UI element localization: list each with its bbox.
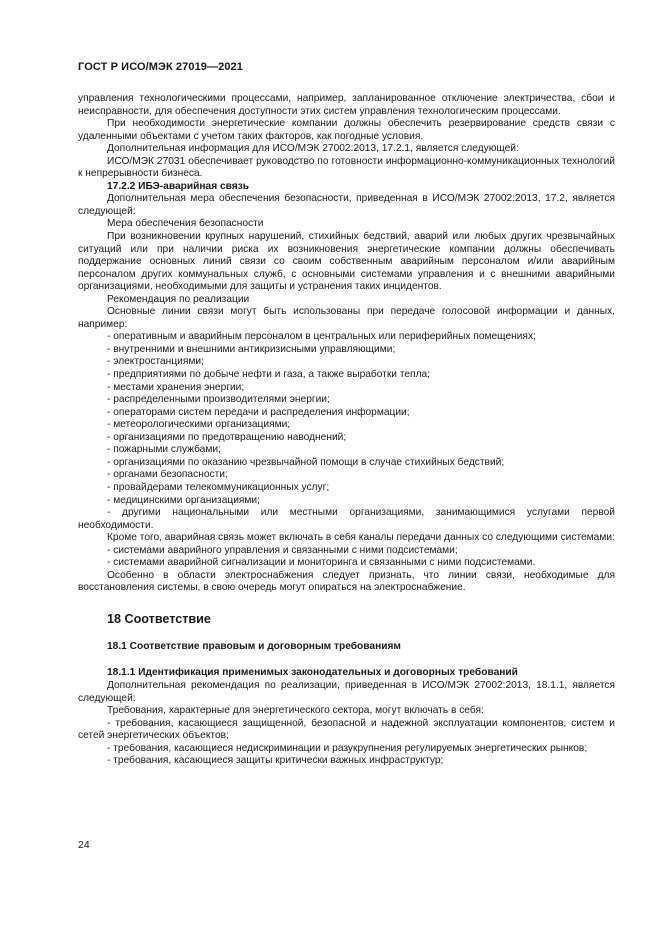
list-item: - местами хранения энергии; xyxy=(107,381,245,393)
list-item: - медицинскими организациями; xyxy=(107,494,260,506)
paragraph: При возникновении крупных нарушений, стихийных бедствий, аварий или любых других чрезвычайных ситуаций или при наличии риска их возникновения энергетические компании должны обеспечивать поддержание основных линий связи со своим собственным аварийным персоналом и/или аварийным персоналом других коммунальных служб, с основными системами управления и с внешними аварийными организациями, необходимыми для защиты и устранения таких инцидентов. xyxy=(78,231,615,293)
list-item: - системами аварийного управления и связанными с ними подсистемами; xyxy=(107,544,458,556)
list-item: - организациями по предотвращению наводнений; xyxy=(107,431,347,443)
list-item: - внутренними и внешними антикризисными управляющими; xyxy=(107,343,396,355)
paragraph: Рекомендация по реализации xyxy=(107,293,250,305)
list-item: - требования, касающиеся защиты критически важных инфраструктур; xyxy=(107,755,444,767)
list-item: - системами аварийной сигнализации и мониторинга и связанными с ними подсистемами. xyxy=(107,557,536,569)
list-item: - организациями по оказанию чрезвычайной помощи в случае стихийных бедствий; xyxy=(107,456,505,468)
paragraph: Мера обеспечения безопасности xyxy=(107,218,264,230)
list-item: - провайдерами телекоммуникационных услуг; xyxy=(107,481,330,493)
document-body xyxy=(78,93,615,768)
section-heading-17-2-2: 17.2.2 ИБЭ-аварийная связь xyxy=(107,180,250,192)
page-number: 24 xyxy=(78,839,90,851)
list-item: - органами безопасности; xyxy=(107,469,228,481)
list-item: - оперативным и аварийным персоналом в центральных или периферийных помещениях; xyxy=(107,331,536,343)
section-heading-18-1: 18.1 Соответствие правовым и договорным требованиям xyxy=(107,640,401,652)
paragraph: Требования, характерные для энергетического сектора, могут включать в себя: xyxy=(107,705,484,717)
list-item: - пожарными службами; xyxy=(107,444,221,456)
paragraph: При необходимости энергетические компании должны обеспечить резервирование средств связи с удаленными объектами с учетом таких факторов, как погодные условия. xyxy=(78,118,615,142)
paragraph: Дополнительная мера обеспечения безопасности, приведенная в ИСО/МЭК 27002:2013, 17.2, является следующей: xyxy=(78,193,615,217)
document-header: ГОСТ Р ИСО/МЭК 27019—2021 xyxy=(78,61,243,73)
section-heading-18-1-1: 18.1.1 Идентификация применимых законодательных и договорных требований xyxy=(107,667,518,679)
list-item: - распределенными производителями энергии; xyxy=(107,394,330,406)
list-item: - электростанциями; xyxy=(107,356,204,368)
list-item: - другими национальными или местными организациями, занимающимися услугами первой необходимости. xyxy=(78,507,615,531)
paragraph: Особенно в области электроснабжения следует признать, что линии связи, необходимые для восстановления системы, в свою очередь могут опираться на электроснабжение. xyxy=(78,569,615,594)
list-item: - требования, касающиеся защищенной, безопасной и надежной эксплуатации компонентов, систем и сетей энергетических объектов; xyxy=(78,717,615,742)
paragraph: Основные линии связи могут быть использованы при передаче голосовой информации и данных, например: xyxy=(78,306,615,330)
list-item: - требования, касающиеся недискриминации и разукрупнения регулируемых энергетических рынков; xyxy=(107,742,588,754)
list-item: - предприятиями по добыче нефти и газа, а также выработки тепла; xyxy=(107,369,431,381)
paragraph: ИСО/МЭК 27031 обеспечивает руководство по готовности информационно-коммуникационных технологий к непрерывности бизнеса. xyxy=(78,155,615,180)
paragraph: управления технологическими процессами, например, запланированное отключение электричества, сбои и неисправности, для обеспечения доступности этих систем управления технологическим процессами. xyxy=(78,93,615,117)
list-item: - метеорологическими организациями; xyxy=(107,419,291,431)
section-heading-18: 18 Соответствие xyxy=(107,611,211,626)
paragraph: Дополнительная рекомендация по реализации, приведенная в ИСО/МЭК 27002:2013, 18.1.1, является следующей: xyxy=(78,679,615,704)
paragraph: Дополнительная информация для ИСО/МЭК 27002:2013, 17.2.1, является следующей: xyxy=(107,143,519,155)
paragraph: Кроме того, аварийная связь может включать в себя каналы передачи данных со следующими системами: xyxy=(107,532,615,544)
list-item: - операторами систем передачи и распределения информации; xyxy=(107,406,410,418)
